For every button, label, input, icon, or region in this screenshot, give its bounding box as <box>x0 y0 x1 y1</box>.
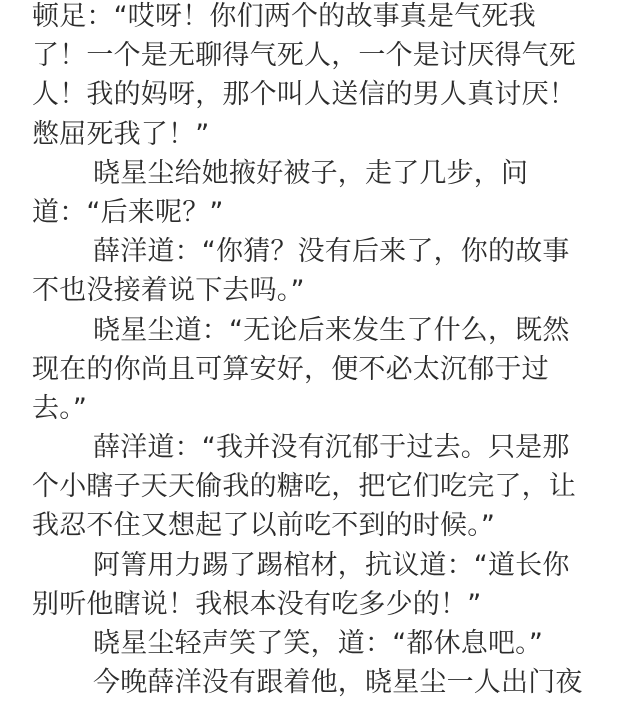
text-line: 了！一个是无聊得气死人，一个是讨厌得气死 <box>32 40 576 72</box>
text-line: 别听他瞎说！我根本没有吃多少的！” <box>32 588 482 620</box>
paragraph-first-line: 今晚薛洋没有跟着他，晓星尘一人出门夜 <box>93 667 583 699</box>
paragraph-first-line: 晓星尘轻声笑了笑，道：“都休息吧。” <box>93 628 544 659</box>
paragraph-first-line: 晓星尘道：“无论后来发生了什么，既然 <box>93 314 570 346</box>
text-line: 人！我的妈呀，那个叫人送信的男人真讨厌！ <box>32 79 576 111</box>
text-line: 我忍不住又想起了以前吃不到的时候。” <box>32 510 496 542</box>
text-line: 顿足：“哎呀！你们两个的故事真是气死我 <box>32 1 536 32</box>
text-body <box>32 0 632 702</box>
text-line: 个小瞎子天天偷我的糖吃，把它们吃完了，让 <box>32 471 576 503</box>
text-line: 现在的你尚且可算安好，便不必太沉郁于过 <box>32 353 549 385</box>
paragraph-first-line: 晓星尘给她掖好被子，走了几步，问 <box>93 157 529 189</box>
text-line: 去。” <box>32 392 88 424</box>
text-line: 憋屈死我了！” <box>32 118 210 150</box>
text-line: 道：“后来呢？” <box>32 196 224 228</box>
paragraph-first-line: 薛洋道：“我并没有沉郁于过去。只是那 <box>93 432 570 464</box>
paragraph-first-line: 阿箐用力踢了踢棺材，抗议道：“道长你 <box>93 549 570 581</box>
text-line: 不也没接着说下去吗。” <box>32 275 305 307</box>
paragraph-first-line: 薛洋道：“你猜？没有后来了，你的故事 <box>93 236 570 268</box>
